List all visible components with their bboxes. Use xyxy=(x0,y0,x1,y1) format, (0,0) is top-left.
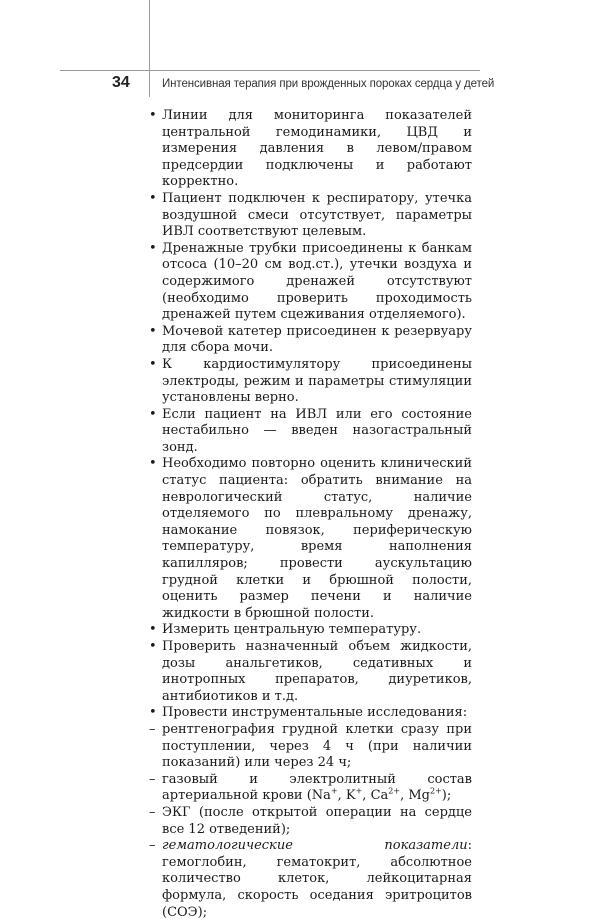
sub-item-ecg: – ЭКГ (после открытой операции на сердце все 12 отведений); xyxy=(162,805,472,838)
list-item: • Мочевой катетер присоединен к резервуару для сбора мочи. xyxy=(162,324,472,357)
ca-charge: 2+ xyxy=(388,787,401,797)
mg-symbol: Mg xyxy=(408,788,430,804)
page-body xyxy=(162,108,472,921)
checklist xyxy=(162,108,472,921)
list-item: • Измерить центральную температуру. xyxy=(162,622,472,639)
na-charge: + xyxy=(330,787,338,797)
list-item-investigations xyxy=(162,705,472,921)
k-symbol: K xyxy=(345,788,356,804)
header-rule xyxy=(60,70,480,71)
vertical-rule xyxy=(149,0,150,97)
investigations-sublist xyxy=(162,722,472,921)
k-charge: + xyxy=(355,787,363,797)
investigations-label: Провести инструментальные исследования: xyxy=(162,705,468,721)
list-item: • Линии для мониторинга показателей центральной гемодинамики, ЦВД и измерения давления в левом/правом предсердии подключены и работают корректно. xyxy=(162,108,472,191)
running-head: Интенсивная терапия при врожденных пороках сердца у детей xyxy=(162,78,495,90)
list-item: • Проверить назначенный объем жидкости, дозы анальгетиков, седативных и инотропных препаратов, диуретиков, антибиотиков и т.д. xyxy=(162,639,472,705)
list-item: • Если пациент на ИВЛ или его состояние нестабильно — введен назогастральный зонд. xyxy=(162,407,472,457)
gas-text: газовый и электролитный состав артериальной крови (Na xyxy=(162,771,472,804)
hematology-label: гематологические показатели xyxy=(162,838,468,854)
sub-item-hematology xyxy=(162,838,472,921)
sub-item-blood-gas: – газовый и электролитный состав артериальной крови (Na+, K+, $Ca^{2+}$, $Mg^{2+}$); xyxy=(162,772,472,805)
hematology-text: : гемоглобин, гематокрит, абсолютное количество клеток, лейкоцитарная формула, скорость оседания эритроцитов (СОЭ); xyxy=(162,838,472,920)
list-item: • Необходимо повторно оценить клинический статус пациента: обратить внимание на неврологический статус, наличие отделяемого по плевральному дренажу, намокание повязок, периферическую температуру, время наполнения капилляров; провести аускультацию грудной клетки и брюшной полости, оценить размер печени и наличие жидкости в брюшной полости. xyxy=(162,456,472,622)
mg-charge: 2+ xyxy=(429,787,442,797)
list-item: • Пациент подключен к респиратору, утечка воздушной смеси отсутствует, параметры ИВЛ соответствуют целевым. xyxy=(162,191,472,241)
list-item: • Дренажные трубки присоединены к банкам отсоса (10–20 см вод.ст.), утечки воздуха и содержимого дренажей отсутствуют (необходимо проверить проходимость дренажей путем сцеживания отделяемого). xyxy=(162,241,472,324)
page-number: 34 xyxy=(112,74,130,91)
ca-symbol: Ca xyxy=(370,788,389,804)
sub-item-xray: – рентгенография грудной клетки сразу при поступлении, через 4 ч (при наличии показаний) или через 24 ч; xyxy=(162,722,472,772)
list-item: • К кардиостимулятору присоединены электроды, режим и параметры стимуляции установлены верно. xyxy=(162,357,472,407)
